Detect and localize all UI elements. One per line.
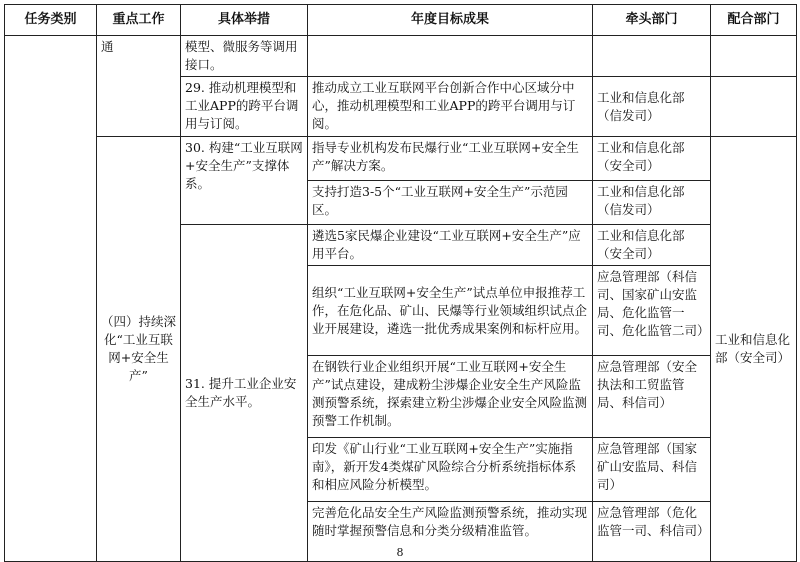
- lead-cell: 应急管理部（科信司、国家矿山安监局、危化监管一司、危化监管二司）: [593, 266, 711, 356]
- table-row: [5, 36, 797, 77]
- measure-cell: 29. 推动机理模型和工业APP的跨平台调用与订阅。: [181, 77, 308, 137]
- key-work-cell: 通: [97, 36, 181, 137]
- target-cell: [308, 36, 593, 77]
- target-cell: 印发《矿山行业“工业互联网+安全生产”实施指南》，新开发4类煤矿风险综合分析系统指标体系和相应风险分析模型。: [308, 438, 593, 502]
- header-lead-department: 牵头部门: [593, 5, 711, 36]
- coop-cell: 工业和信息化部（安全司）: [711, 137, 797, 562]
- lead-cell: 应急管理部（安全执法和工贸监管局、科信司）: [593, 356, 711, 438]
- header-key-work: 重点工作: [97, 5, 181, 36]
- coop-cell: [711, 36, 797, 77]
- target-cell: 完善危化品安全生产风险监测预警系统，推动实现随时掌握预警信息和分类分级精准监管。: [308, 502, 593, 562]
- target-cell: 在钢铁行业企业组织开展“工业互联网+安全生产”试点建设，建成粉尘涉爆企业安全生产风险监测预警系统，探索建立粉尘涉爆企业安全风险监测预警工作机制。: [308, 356, 593, 438]
- lead-cell: 工业和信息化部（安全司）: [593, 137, 711, 181]
- coop-cell: [711, 77, 797, 137]
- lead-cell: 应急管理部（国家矿山安监局、科信司）: [593, 438, 711, 502]
- target-cell: 指导专业机构发布民爆行业“工业互联网+安全生产”解决方案。: [308, 137, 593, 181]
- measure-cell: 模型、微服务等调用接口。: [181, 36, 308, 77]
- table-header-row: [5, 5, 797, 36]
- lead-cell: [593, 36, 711, 77]
- header-coop-department: 配合部门: [711, 5, 797, 36]
- measure-cell: 30. 构建“工业互联网+安全生产”支撑体系。: [181, 137, 308, 225]
- header-measure: 具体举措: [181, 5, 308, 36]
- key-work-cell: （四）持续深化“工业互联网+安全生产”: [97, 137, 181, 562]
- task-table: [4, 4, 797, 562]
- lead-cell: 工业和信息化部（信发司）: [593, 181, 711, 225]
- lead-cell: 应急管理部（危化监管一司、科信司）: [593, 502, 711, 562]
- header-annual-target: 年度目标成果: [308, 5, 593, 36]
- measure-cell: 31. 提升工业企业安全生产水平。: [181, 225, 308, 562]
- lead-cell: 工业和信息化部（信发司）: [593, 77, 711, 137]
- target-cell: 支持打造3-5个“工业互联网+安全生产”示范园区。: [308, 181, 593, 225]
- target-cell: 遴选5家民爆企业建设“工业互联网+安全生产”应用平台。: [308, 225, 593, 266]
- target-cell: 推动成立工业互联网平台创新合作中心区域分中心，推动机理模型和工业APP的跨平台调用与订阅。: [308, 77, 593, 137]
- task-category-cell: [5, 36, 97, 562]
- table-row: [5, 137, 797, 181]
- lead-cell: 工业和信息化部（安全司）: [593, 225, 711, 266]
- header-task-category: 任务类别: [5, 5, 97, 36]
- target-cell: 组织“工业互联网+安全生产”试点单位申报推荐工作，在危化品、矿山、民爆等行业领域组织试点企业开展建设，遴选一批优秀成果案例和标杆应用。: [308, 266, 593, 356]
- page-number: 8: [396, 546, 404, 559]
